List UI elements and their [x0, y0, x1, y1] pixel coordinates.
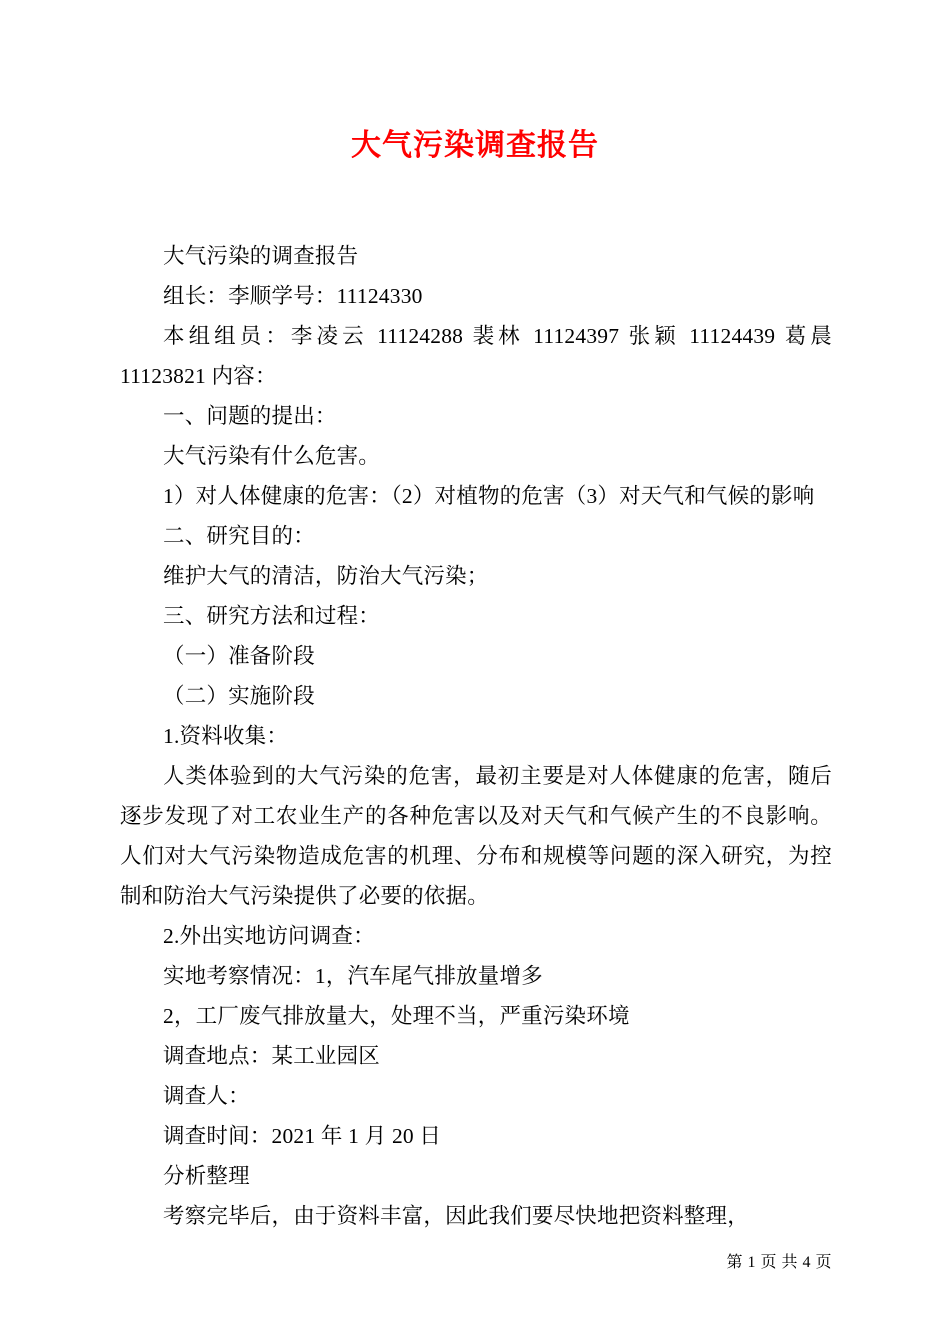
paragraph: 2.外出实地访问调查： — [163, 924, 375, 948]
paragraph: 二、研究目的： — [163, 524, 315, 548]
paragraph: 1）对人体健康的危害：（2）对植物的危害（3）对天气和气候的影响 — [163, 484, 815, 508]
paragraph: 一、问题的提出： — [163, 404, 337, 428]
paragraph: 人类体验到的大气污染的危害，最初主要是对人体健康的危害，随后逐步发现了对工农业生产的各种危害以及对天气和气候产生的不良影响。人们对大气污染物造成危害的机理、分布和规模等问题的深入研究，为控制和防治大气污染提供了必要的依据。 — [120, 764, 832, 908]
paragraph: 维护大气的清洁，防治大气污染； — [163, 564, 489, 588]
paragraph: 本组组员：李凌云 11124288 裴林 11124397 张颖 11124439 葛晨 11123821 内容： — [120, 324, 832, 388]
paragraph: 调查地点：某工业园区 — [163, 1044, 381, 1068]
paragraph: 考察完毕后，由于资料丰富，因此我们要尽快地把资料整理， — [163, 1204, 749, 1228]
paragraph: 三、研究方法和过程： — [163, 604, 381, 628]
paragraph: 组长：李顺学号：11124330 — [163, 284, 423, 308]
paragraph: 调查时间：2021 年 1 月 20 日 — [163, 1124, 442, 1148]
page-title: 大气污染调查报告 — [351, 129, 599, 162]
paragraph: 调查人： — [163, 1084, 250, 1108]
page-footer: 第 1 页 共 4 页 — [726, 1254, 832, 1271]
paragraph: （一）准备阶段 — [163, 644, 315, 668]
paragraph: 大气污染有什么危害。 — [163, 444, 381, 468]
paragraph: 实地考察情况：1，汽车尾气排放量增多 — [163, 964, 543, 988]
paragraph: 2，工厂废气排放量大，处理不当，严重污染环境 — [163, 1004, 630, 1028]
paragraph: 大气污染的调查报告 — [163, 244, 359, 268]
paragraph: 1.资料收集： — [163, 724, 289, 748]
paragraph: （二）实施阶段 — [163, 684, 315, 708]
paragraph: 分析整理 — [163, 1164, 250, 1188]
document-body — [0, 236, 950, 1236]
